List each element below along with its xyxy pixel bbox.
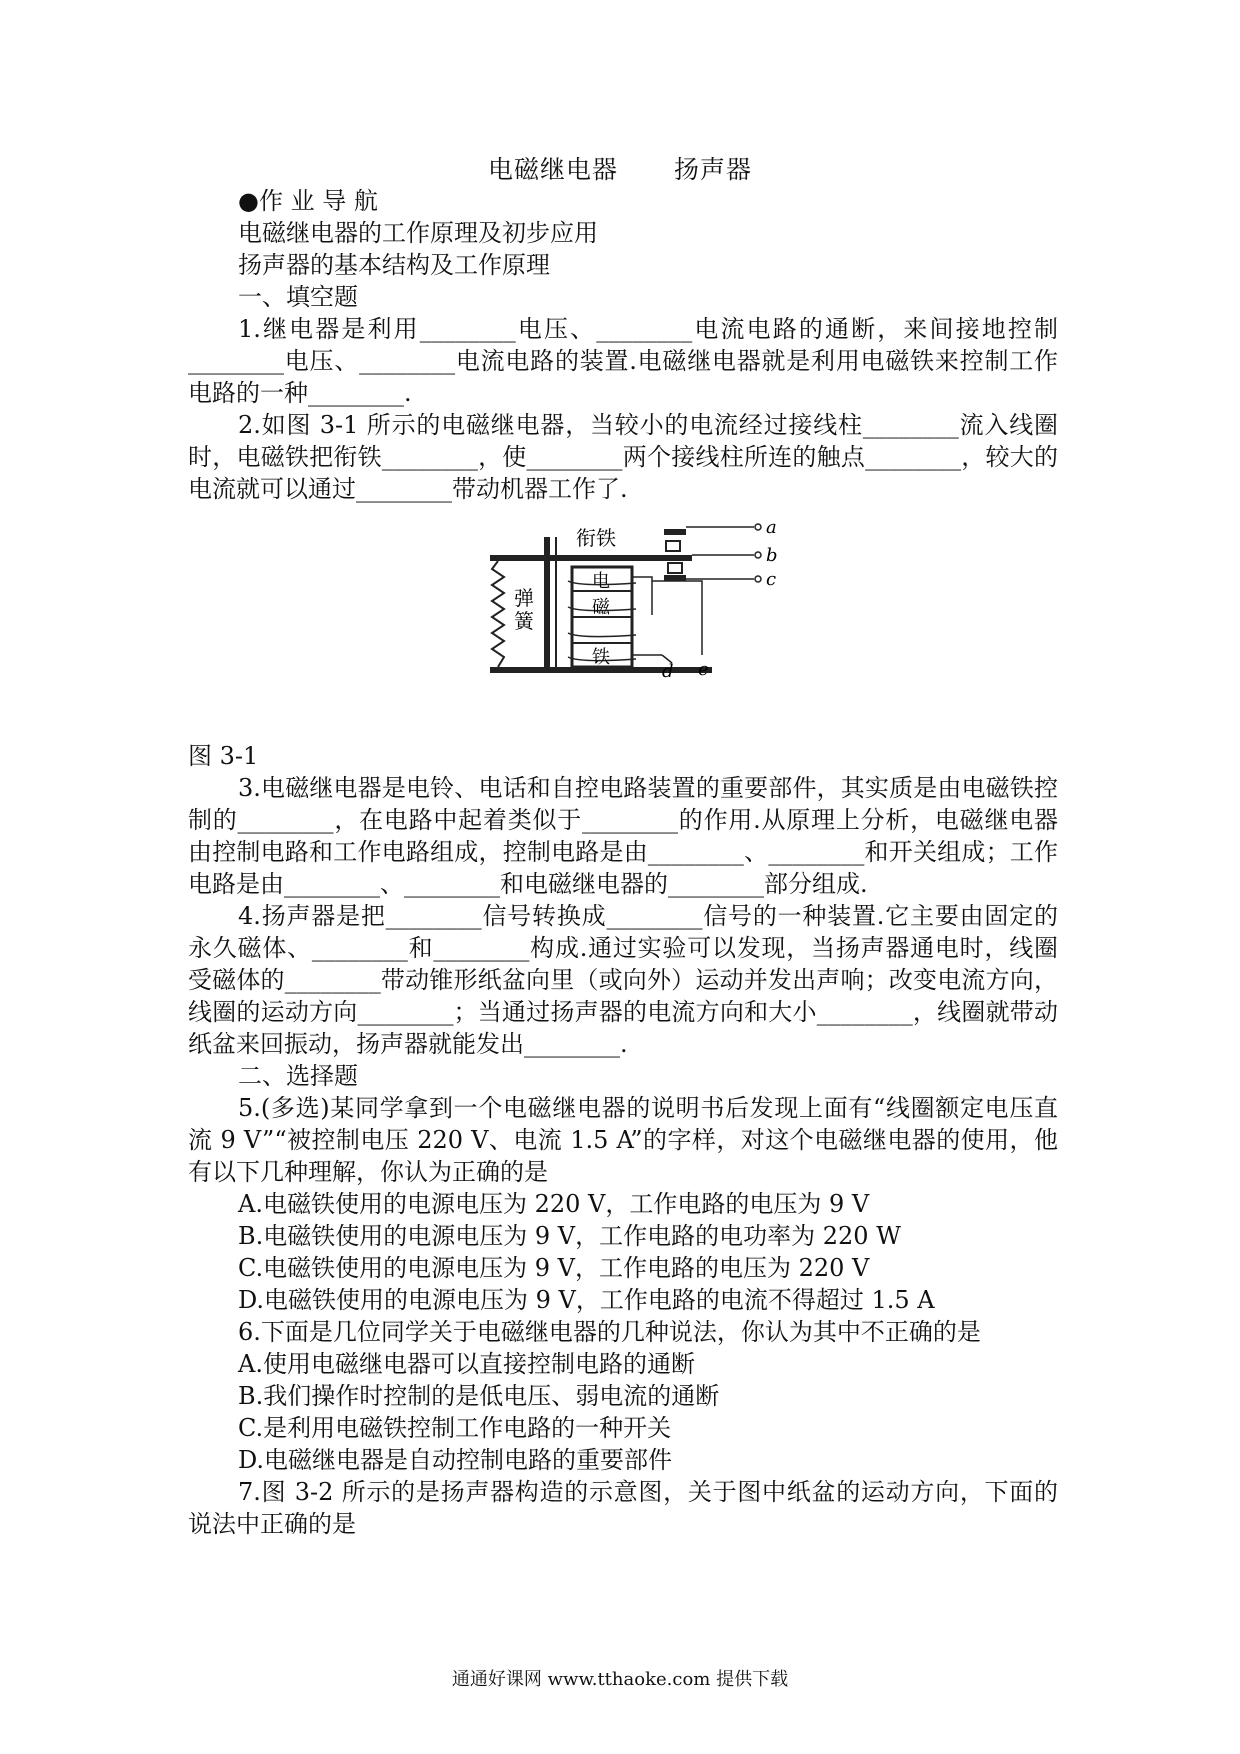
core-label-2: 磁 (592, 597, 610, 618)
relay-diagram-svg (484, 515, 784, 685)
document-body (188, 185, 1058, 1540)
contact-b (646, 555, 692, 561)
support-post (544, 537, 550, 669)
contact-a (664, 529, 686, 535)
question-6-option-c: C.是利用电磁铁控制工作电路的一种开关 (238, 1414, 672, 1442)
section-multiple-choice: 二、选择题 (238, 1062, 358, 1090)
nav-item-2: 扬声器的基本结构及工作原理 (238, 251, 550, 279)
title-main: 电磁继电器 (487, 155, 618, 184)
figure-caption: 图 3-1 (188, 742, 259, 770)
terminal-b-label: b (766, 545, 778, 566)
question-6-option-a: A.使用电磁继电器可以直接控制电路的通断 (238, 1350, 695, 1378)
question-2: 2.如图 3-1 所示的电磁继电器，当较小的电流经过接线柱________流入线圈时，电磁铁把衔铁________，使________两个接线柱所连的触点________，较大的电流就可以通过________带动机器工作了. (188, 411, 1058, 503)
question-5-option-a: A.电磁铁使用的电源电压为 220 V，工作电路的电压为 9 V (238, 1190, 870, 1218)
spring-label-1: 弹 (514, 586, 534, 610)
question-6-option-d: D.电磁继电器是自动控制电路的重要部件 (238, 1446, 673, 1474)
armature-bar (490, 555, 650, 561)
figure-relay-diagram (188, 515, 1058, 740)
spring-icon (492, 561, 504, 667)
question-5-option-b: B.电磁铁使用的电源电压为 9 V，工作电路的电功率为 220 W (238, 1222, 901, 1250)
nav-heading: ●作 业 导 航 (238, 187, 378, 215)
terminal-d-label: d (662, 661, 674, 682)
armature-label: 衔铁 (576, 526, 616, 550)
question-3: 3.电磁继电器是电铃、电话和自控电路装置的重要部件，其实质是由电磁铁控制的________，在电路中起着类似于________的作用.从原理上分析，电磁继电器由控制电路和工作电路组成，控制电路是由________、________和开关组成；工作电路是由________、________和电磁继电器的________部分组成. (188, 774, 1058, 898)
nav-item-1: 电磁继电器的工作原理及初步应用 (238, 219, 598, 247)
question-5-option-d: D.电磁铁使用的电源电压为 9 V，工作电路的电流不得超过 1.5 A (238, 1286, 935, 1314)
question-5-stem: 5.(多选)某同学拿到一个电磁继电器的说明书后发现上面有“线圈额定电压直流 9 V”“被控制电压 220 V、电流 1.5 A”的字样，对这个电磁继电器的使用，他有以下几种理解，你认为正确的是 (188, 1094, 1058, 1186)
page-title (0, 150, 1240, 186)
section-fill-blank: 一、填空题 (238, 283, 358, 311)
question-7: 7.图 3-2 所示的是扬声器构造的示意图，关于图中纸盆的运动方向，下面的说法中正确的是 (188, 1478, 1058, 1538)
terminal-e-label: e (698, 659, 709, 680)
core-label-3: 铁 (592, 647, 610, 668)
question-1: 1.继电器是利用________电压、________电流电路的通断，来间接地控制________电压、________电流电路的装置.电磁继电器就是利用电磁铁来控制工作电路的一种________. (188, 315, 1058, 407)
terminal-c-label: c (766, 569, 777, 590)
terminal-a-label: a (766, 517, 777, 538)
spring-label-2: 簧 (514, 609, 534, 633)
core-label-1: 电 (592, 571, 610, 592)
contact-c (664, 575, 686, 581)
question-5-option-c: C.电磁铁使用的电源电压为 9 V，工作电路的电压为 220 V (238, 1254, 870, 1282)
question-6-option-b: B.我们操作时控制的是低电压、弱电流的通断 (238, 1382, 720, 1410)
question-4: 4.扬声器是把________信号转换成________信号的一种装置.它主要由固定的永久磁体、________和________构成.通过实验可以发现，当扬声器通电时，线圈受磁体的________带动锥形纸盆向里（或向外）运动并发出声响；改变电流方向，线圈的运动方向________；当通过扬声器的电流方向和大小________，线圈就带动纸盆来回振动，扬声器就能发出________. (188, 902, 1058, 1058)
question-6-stem: 6.下面是几位同学关于电磁继电器的几种说法，你认为其中不正确的是 (238, 1318, 981, 1346)
title-secondary: 扬声器 (674, 155, 753, 184)
page-footer: 通通好课网 www.tthaoke.com 提供下载 (451, 1669, 789, 1690)
